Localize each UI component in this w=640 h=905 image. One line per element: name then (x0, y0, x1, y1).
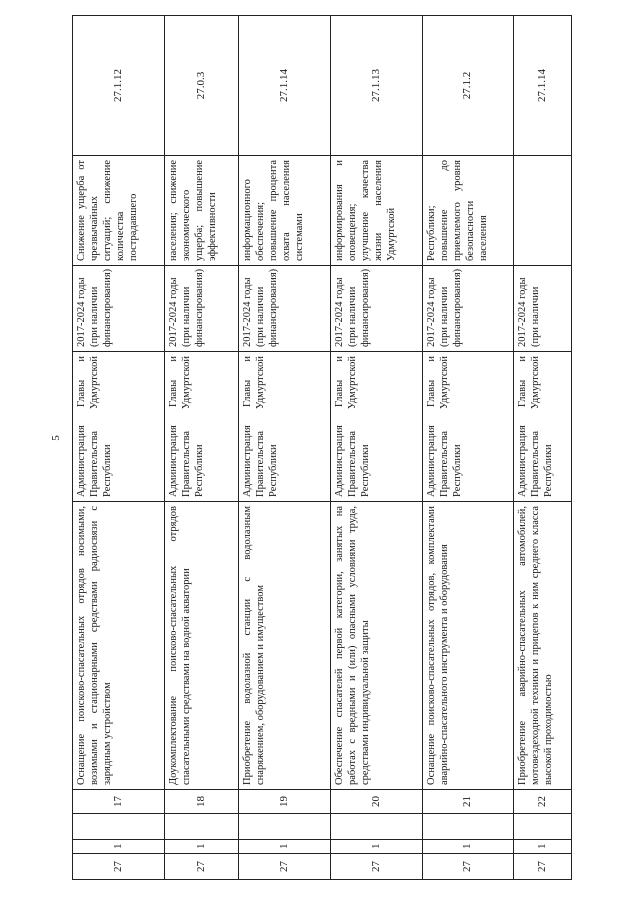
cell-executor: Администрация Главы и Правительства Удмуртской Республики (73, 352, 165, 502)
cell-code: 27.1.14 (239, 16, 331, 156)
cell-executor: Администрация Главы и Правительства Удмуртской Республики (330, 352, 422, 502)
cell-pp: 1 (73, 840, 165, 854)
cell-result: информирования и оповещения; улучшение качества жизни населения Удмуртской (330, 156, 422, 266)
cell-result: Республики; повышение до приемлемого уровня безопасности населения (422, 156, 514, 266)
cell-code: 27.1.14 (514, 16, 572, 156)
cell-event: Оснащение поисково-спасательных отрядов носимыми, возимыми и стационарными средствами радиосвязи с зарядным устройством (73, 502, 165, 790)
cell-result: населения; снижение экономического ущерба; повышение эффективности (164, 156, 239, 266)
cell-period: 2017-2024 годы (при наличии финансирования) (239, 266, 331, 352)
cell-m: 19 (239, 790, 331, 814)
cell-om (422, 814, 514, 840)
cell-m: 20 (330, 790, 422, 814)
cell-gp: 27 (73, 854, 165, 880)
cell-period: 2017-2024 годы (при наличии финансирования) (422, 266, 514, 352)
cell-m: 21 (422, 790, 514, 814)
cell-gp: 27 (514, 854, 572, 880)
cell-pp: 1 (239, 840, 331, 854)
cell-result (514, 156, 572, 266)
cell-code: 27.1.2 (422, 16, 514, 156)
table-row (73, 16, 165, 880)
cell-result: информационного обеспечения; повышение процента охвата населения системами (239, 156, 331, 266)
cell-m: 22 (514, 790, 572, 814)
table-row (422, 16, 514, 880)
cell-pp: 1 (514, 840, 572, 854)
cell-executor: Администрация Главы и Правительства Удмуртской Республики (239, 352, 331, 502)
page-number: 5 (50, 435, 62, 441)
cell-executor: Администрация Главы и Правительства Удмуртской Республики (514, 352, 572, 502)
cell-om (239, 814, 331, 840)
cell-event: Обеспечение спасателей первой категории, занятых на работах с вредными и (или) опасными условиями труда, средствами индивидуальной защиты (330, 502, 422, 790)
cell-code: 27.0.3 (164, 16, 239, 156)
table-row (330, 16, 422, 880)
table-row (164, 16, 239, 880)
cell-gp: 27 (422, 854, 514, 880)
cell-pp: 1 (422, 840, 514, 854)
cell-om (514, 814, 572, 840)
cell-period: 2017-2024 годы (при наличии финансирования) (330, 266, 422, 352)
cell-code: 27.1.12 (73, 16, 165, 156)
cell-gp: 27 (239, 854, 331, 880)
cell-executor: Администрация Главы и Правительства Удмуртской Республики (422, 352, 514, 502)
cell-m: 17 (73, 790, 165, 814)
cell-om (164, 814, 239, 840)
cell-period: 2017-2024 годы (при наличии (514, 266, 572, 352)
cell-period: 2017-2024 годы (при наличии финансирования) (73, 266, 165, 352)
cell-gp: 27 (164, 854, 239, 880)
table-row (239, 16, 331, 880)
cell-result: Снижение ущерба от чрезвычайных ситуаций; снижение количества пострадавшего (73, 156, 165, 266)
program-table (72, 15, 572, 880)
cell-event: Приобретение водолазной станции с водолазным снаряжением, оборудованием и имуществом (239, 502, 331, 790)
rotated-table-container (72, 16, 572, 880)
cell-om (73, 814, 165, 840)
cell-executor: Администрация Главы и Правительства Удмуртской Республики (164, 352, 239, 502)
table-row (514, 16, 572, 880)
cell-pp: 1 (330, 840, 422, 854)
cell-gp: 27 (330, 854, 422, 880)
cell-event: Оснащение поисково-спасательных отрядов, комплектами аварийно-спасательного инструмента и оборудования (422, 502, 514, 790)
cell-code: 27.1.13 (330, 16, 422, 156)
cell-pp: 1 (164, 840, 239, 854)
cell-period: 2017-2024 годы (при наличии финансирования) (164, 266, 239, 352)
cell-event: Приобретение аварийно-спасательных автомобилей, мотовездеходной техники и прицепов к ним среднего класса высокой проходимостью (514, 502, 572, 790)
cell-m: 18 (164, 790, 239, 814)
cell-om (330, 814, 422, 840)
cell-event: Доукомплектование поисково-спасательных отрядов спасательными средствами на водной акватории (164, 502, 239, 790)
